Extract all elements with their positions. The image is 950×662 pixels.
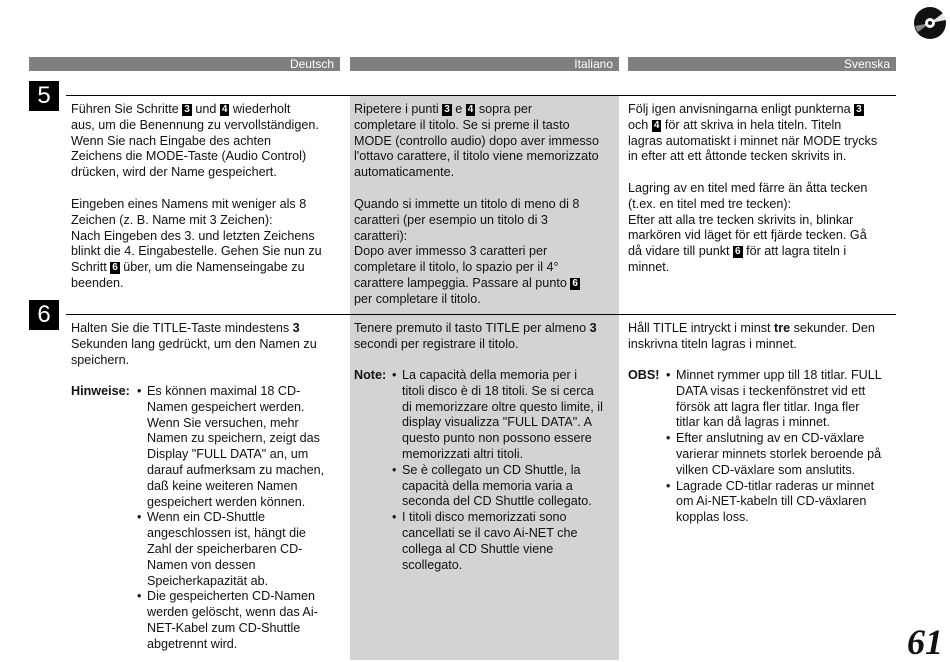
bullet-icon: •	[392, 368, 397, 382]
note-line: kopplas loss.	[676, 510, 749, 525]
bullet-icon: •	[666, 478, 671, 493]
note-line: darauf aufmerksam zu machen,	[147, 462, 325, 477]
bullet-icon: •	[137, 384, 142, 398]
note-line: cancellati se il cavo Ai-NET che	[402, 525, 578, 540]
list-item	[137, 589, 324, 652]
list-item	[666, 431, 882, 478]
note-line: DATA visas i teckenfönstret vid ett	[676, 383, 866, 398]
header-deutsch: Deutsch	[29, 57, 340, 71]
it-notes	[354, 368, 616, 578]
note-line: titlar kan då lagras i minnet.	[676, 415, 830, 430]
step-5-badge: 5	[29, 81, 59, 111]
bullet-icon: •	[666, 368, 671, 382]
list-item	[392, 368, 603, 463]
sv-step5-paragraph1: Följ igen anvisningarna enligt punkterna 3 och 4 för att skriva in hela titeln. Titeln lagras automatiskt i minnet när MODE trycks in efter att ett åttonde tecken skrivits in.	[628, 102, 878, 164]
de-notes-list	[137, 384, 325, 653]
note-line: Se è collegato un CD Shuttle, la	[402, 462, 581, 477]
it-notes-label: Note:	[354, 368, 387, 382]
note-line: memorizzati altri titoli.	[402, 446, 524, 461]
key-3-icon: 3	[444, 104, 450, 115]
de-step5-paragraph2: Eingeben eines Namens mit weniger als 8 Zeichen (z. B. Name mit 3 Zeichen): Nach Eingeben des 3. und letzten Zeichens blinkt die 4. Eingabestelle. Gehen Sie nun zu Schritt 6 über, um die Namenseingabe zu beenden.	[71, 197, 322, 290]
note-line: scollegato.	[402, 557, 463, 572]
note-line: Es können maximal 18 CD-	[147, 384, 301, 398]
header-italiano: Italiano	[350, 57, 619, 71]
note-line: om Ai-NET-kabeln till CD-växlaren	[676, 494, 867, 509]
note-line: Namen von dessen	[147, 557, 256, 572]
bullet-icon: •	[666, 431, 671, 446]
step-6-badge: 6	[29, 300, 59, 330]
sv-step5-paragraph2: Lagring av en titel med färre än åtta tecken (t.ex. en titel med tre tecken): Efter att alla tre tecken skrivits in, blinkar markören vid läget för ett fjärde tecken. Gå då vidare till punkt 6 för att lagra titeln i minnet.	[628, 181, 868, 274]
list-item	[666, 368, 882, 431]
page-number: 61	[907, 622, 943, 662]
key-4-icon: 4	[653, 119, 660, 131]
de-step6-paragraph: Halten Sie die TITLE-Taste mindestens 3 Sekunden lang gedrückt, um den Namen zu speichern.	[71, 321, 317, 367]
bullet-icon: •	[137, 510, 142, 525]
note-line: NET-Kabel zum CD-Shuttle	[147, 620, 301, 635]
note-line: daß keine weiteren Namen	[147, 478, 298, 493]
note-line: Speicherkapazität ab.	[147, 573, 269, 588]
note-line: Wenn Sie versuchen, mehr	[147, 415, 299, 430]
it-step5-paragraph2: Quando si immette un titolo di meno di 8 caratteri (per esempio un titolo di 3 caratteri): Dopo aver immesso 3 caratteri per completare il titolo, lo spazio per il 4° carattere lampeggia. Passare al punto 6 per completare il titolo.	[354, 197, 580, 306]
key-4-icon: 4	[221, 104, 228, 115]
note-line: varierar minnets storlek beroende på	[676, 446, 882, 461]
note-line: werden gelöscht, wenn das Ai-	[147, 605, 318, 620]
note-line: Namen zu speichern, zeigt das	[147, 431, 320, 446]
key-6-icon: 6	[112, 262, 118, 274]
sv-step6-paragraph: Håll TITLE intryckt i minst tre sekunder. Den inskrivna titeln lagras i minnet.	[628, 321, 875, 351]
key-3-icon: 3	[184, 104, 190, 115]
key-4-icon: 4	[467, 104, 474, 115]
key-6-icon: 6	[735, 246, 741, 258]
section-6-rule	[66, 314, 896, 315]
list-item	[137, 384, 325, 510]
note-line: Zahl der speicherbaren CD-	[147, 541, 303, 556]
bullet-icon: •	[392, 510, 397, 525]
note-line: Efter anslutning av en CD-växlare	[676, 431, 865, 446]
de-step5-paragraph1: Führen Sie Schritte 3 und 4 wiederholt aus, um die Benennung zu vervollständigen. Wenn Sie nach Eingabe des achten Zeichens die MODE-Taste (Audio Control) drücken, wird der Name gespeichert.	[71, 102, 319, 180]
list-item	[666, 478, 882, 526]
note-line: collega al CD Shuttle viene	[402, 541, 554, 556]
sv-notes	[628, 368, 896, 528]
note-line: Lagrade CD-titlar raderas ur minnet	[676, 478, 875, 493]
it-step6-paragraph: Tenere premuto il tasto TITLE per almeno 3 secondi per registrare il titolo.	[354, 321, 597, 351]
note-line: gespeichert werden können.	[147, 494, 306, 509]
note-line: Namen gespeichert werden.	[147, 399, 305, 414]
note-line: Die gespeicherten CD-Namen	[147, 589, 315, 604]
it-notes-list	[392, 368, 603, 573]
note-line: angeschlossen ist, hängt die	[147, 526, 306, 541]
note-line: I titoli disco memorizzati sono	[402, 510, 567, 525]
list-item	[392, 510, 603, 573]
list-item	[137, 510, 324, 589]
note-line: försök att lagra fler titlar. Inga fler	[676, 399, 860, 414]
note-line: titoli disco è di 18 titoli. Se si cerca	[402, 383, 594, 398]
note-line: di memorizzare oltre questo limite, il	[402, 399, 603, 414]
bullet-icon: •	[137, 589, 142, 604]
note-line: La capacità della memoria per i	[402, 368, 578, 382]
note-line: capacità della memoria varia a	[402, 478, 573, 493]
sv-notes-list	[666, 368, 882, 526]
de-notes	[71, 384, 341, 654]
note-line: Minnet rymmer upp till 18 titlar. FULL	[676, 368, 882, 382]
de-notes-label: Hinweise:	[71, 384, 130, 398]
note-line: vilken CD-växlare som anslutits.	[676, 462, 856, 477]
bullet-icon: •	[392, 462, 397, 477]
note-line: seconda del CD Shuttle collegato.	[402, 494, 592, 509]
sv-notes-label: OBS!	[628, 368, 660, 382]
note-line: display visualizza "FULL DATA". A	[402, 415, 592, 430]
header-svenska: Svenska	[628, 57, 896, 71]
cd-disc-icon	[913, 6, 947, 40]
key-3-icon: 3	[856, 104, 862, 115]
note-line: Display "FULL DATA" an, um	[147, 447, 309, 462]
section-5-rule	[66, 95, 896, 96]
it-step5-paragraph1: Ripetere i punti 3 e 4 sopra per completare il titolo. Se si preme il tasto MODE (controllo audio) dopo aver immesso l'ottavo carattere, il titolo viene memorizzato automaticamente.	[354, 102, 599, 180]
note-line: abgetrennt wird.	[147, 636, 238, 651]
note-line: questo punto non possono essere	[402, 431, 592, 446]
note-line: Wenn ein CD-Shuttle	[147, 510, 266, 525]
list-item	[392, 462, 603, 510]
key-6-icon: 6	[572, 277, 578, 289]
